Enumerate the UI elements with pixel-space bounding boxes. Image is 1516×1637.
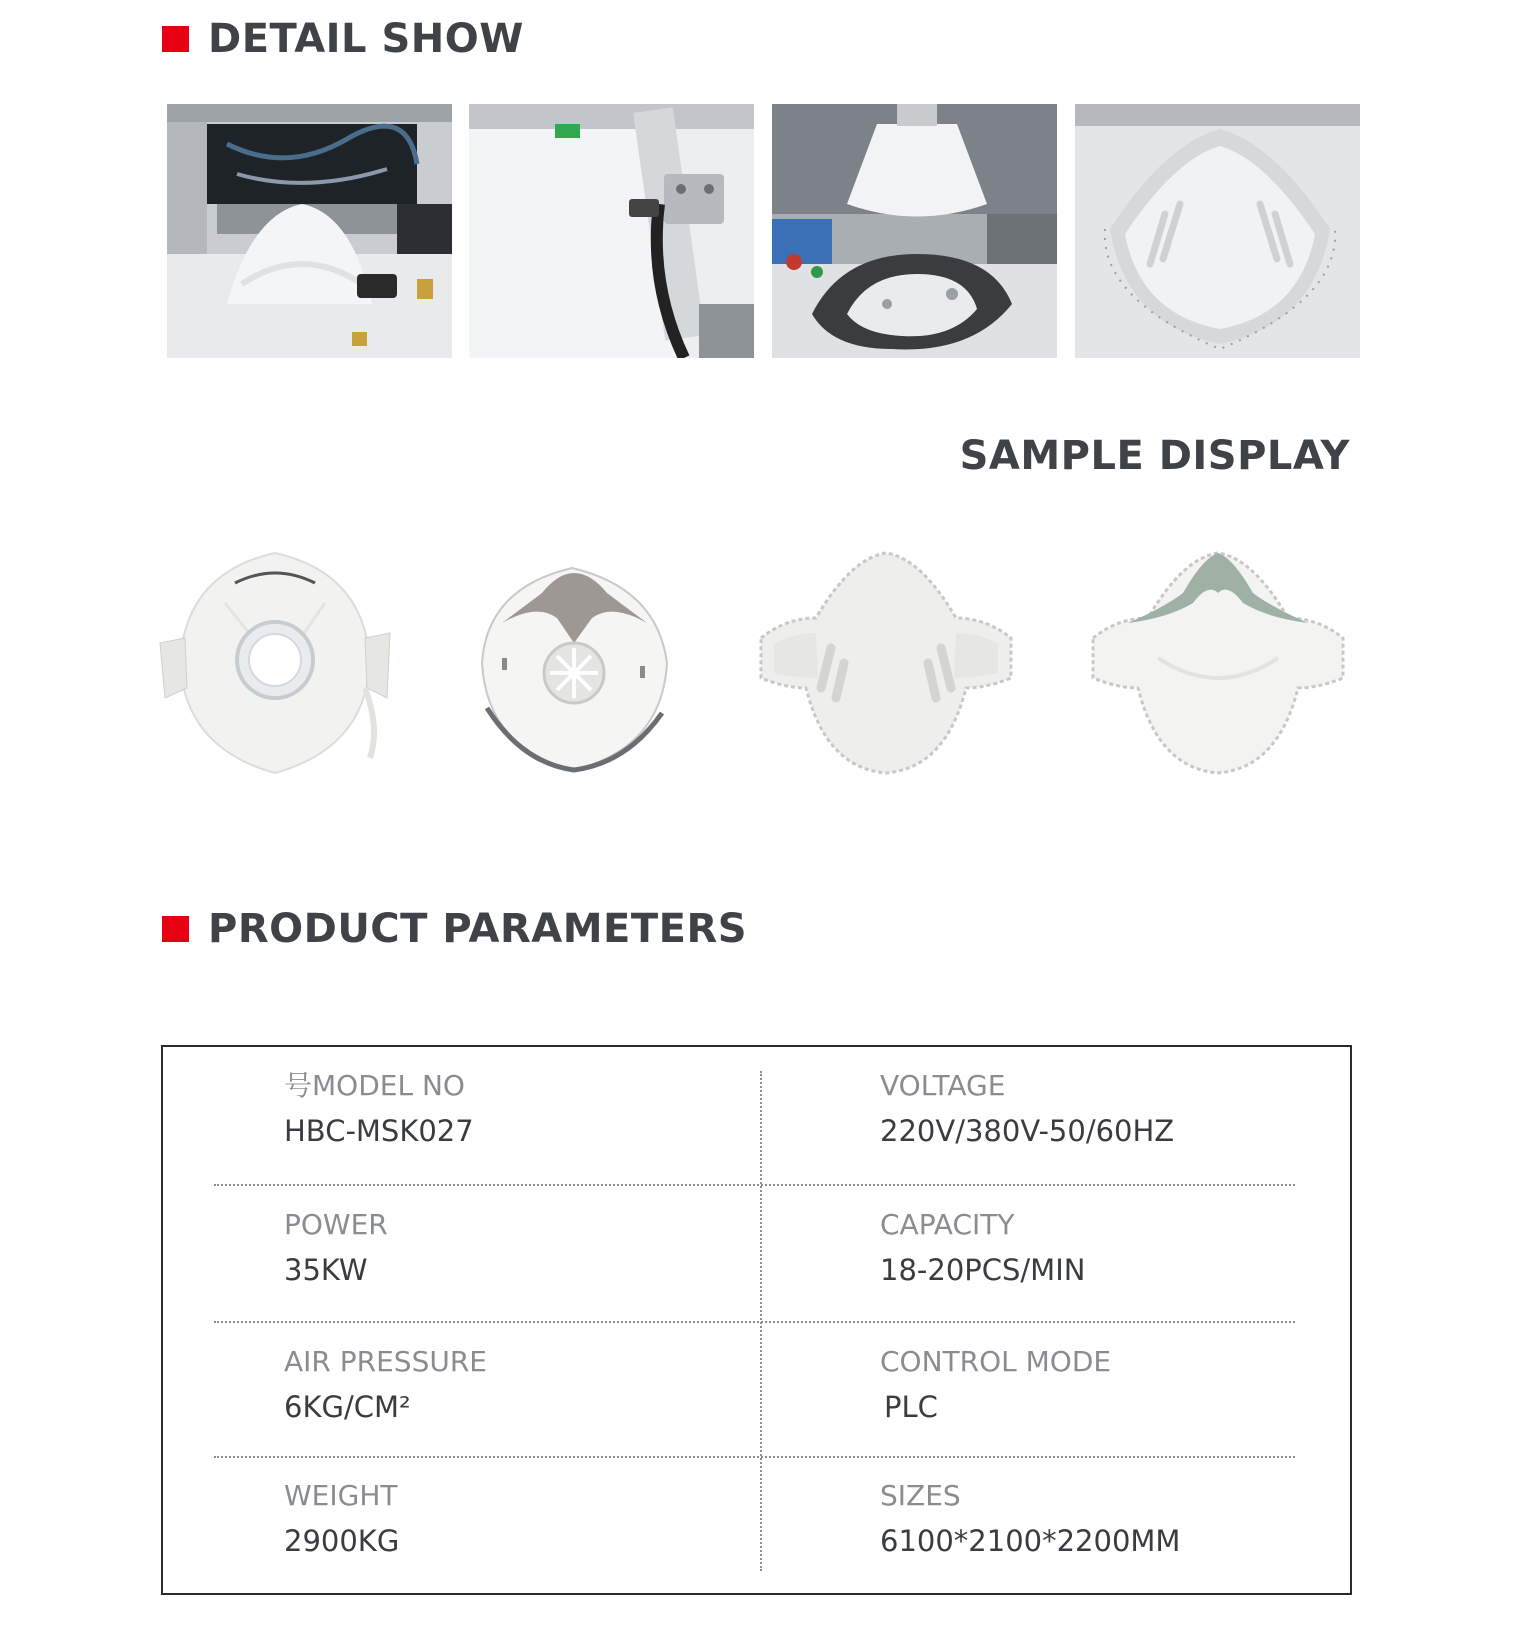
row-divider: [214, 1456, 1295, 1458]
param-value: HBC-MSK027: [284, 1114, 474, 1148]
row-divider: [214, 1321, 1295, 1323]
param-label: POWER: [284, 1208, 388, 1241]
product-parameters-heading: [162, 906, 747, 952]
param-label: CAPACITY: [880, 1208, 1015, 1241]
param-cell-voltage: [880, 1069, 1174, 1149]
param-value: 6100*2100*2200MM: [880, 1524, 1181, 1558]
param-cell-model-no: [284, 1069, 474, 1149]
detail-photo-formed-cup: [1075, 104, 1360, 358]
row-divider: [214, 1184, 1295, 1186]
sample-mask-cup-outer: [756, 548, 1026, 778]
param-value: 18-20PCS/MIN: [880, 1253, 1086, 1287]
sample-mask-valve-inner: [462, 548, 732, 778]
product-parameters-title: PRODUCT PARAMETERS: [208, 906, 748, 952]
param-cell-sizes: [880, 1479, 1180, 1559]
param-cell-control-mode: [880, 1345, 1111, 1425]
detail-photo-forming-mold: [167, 104, 452, 358]
parameter-table: [161, 1045, 1352, 1595]
sample-mask-valve-front: [155, 548, 425, 778]
param-value: 35KW: [284, 1253, 368, 1287]
param-value: 2900KG: [284, 1524, 400, 1558]
sample-mask-cup-inner: [1088, 548, 1358, 778]
param-value: 6KG/CM²: [284, 1390, 411, 1424]
detail-show-heading: [162, 16, 524, 62]
param-cell-capacity: [880, 1208, 1085, 1288]
detail-photo-cutting-station: [772, 104, 1057, 358]
param-label: AIR PRESSURE: [284, 1345, 487, 1378]
param-label: CONTROL MODE: [880, 1345, 1112, 1378]
param-value: PLC: [884, 1390, 938, 1424]
param-label: SIZES: [880, 1479, 961, 1512]
red-square-marker: [162, 916, 189, 942]
param-label: VOLTAGE: [880, 1069, 1006, 1102]
param-cell-power: [284, 1208, 388, 1288]
red-square-marker: [162, 26, 189, 52]
param-cell-weight: [284, 1479, 399, 1559]
param-value: 220V/380V-50/60HZ: [880, 1114, 1175, 1148]
param-label: WEIGHT: [284, 1479, 398, 1512]
sample-display-title: SAMPLE DISPLAY: [959, 433, 1350, 479]
detail-photo-fabric-feed: [469, 104, 754, 358]
detail-show-title: DETAIL SHOW: [208, 16, 524, 62]
param-cell-air-pressure: [284, 1345, 487, 1425]
param-label: 号MODEL NO: [284, 1069, 465, 1102]
